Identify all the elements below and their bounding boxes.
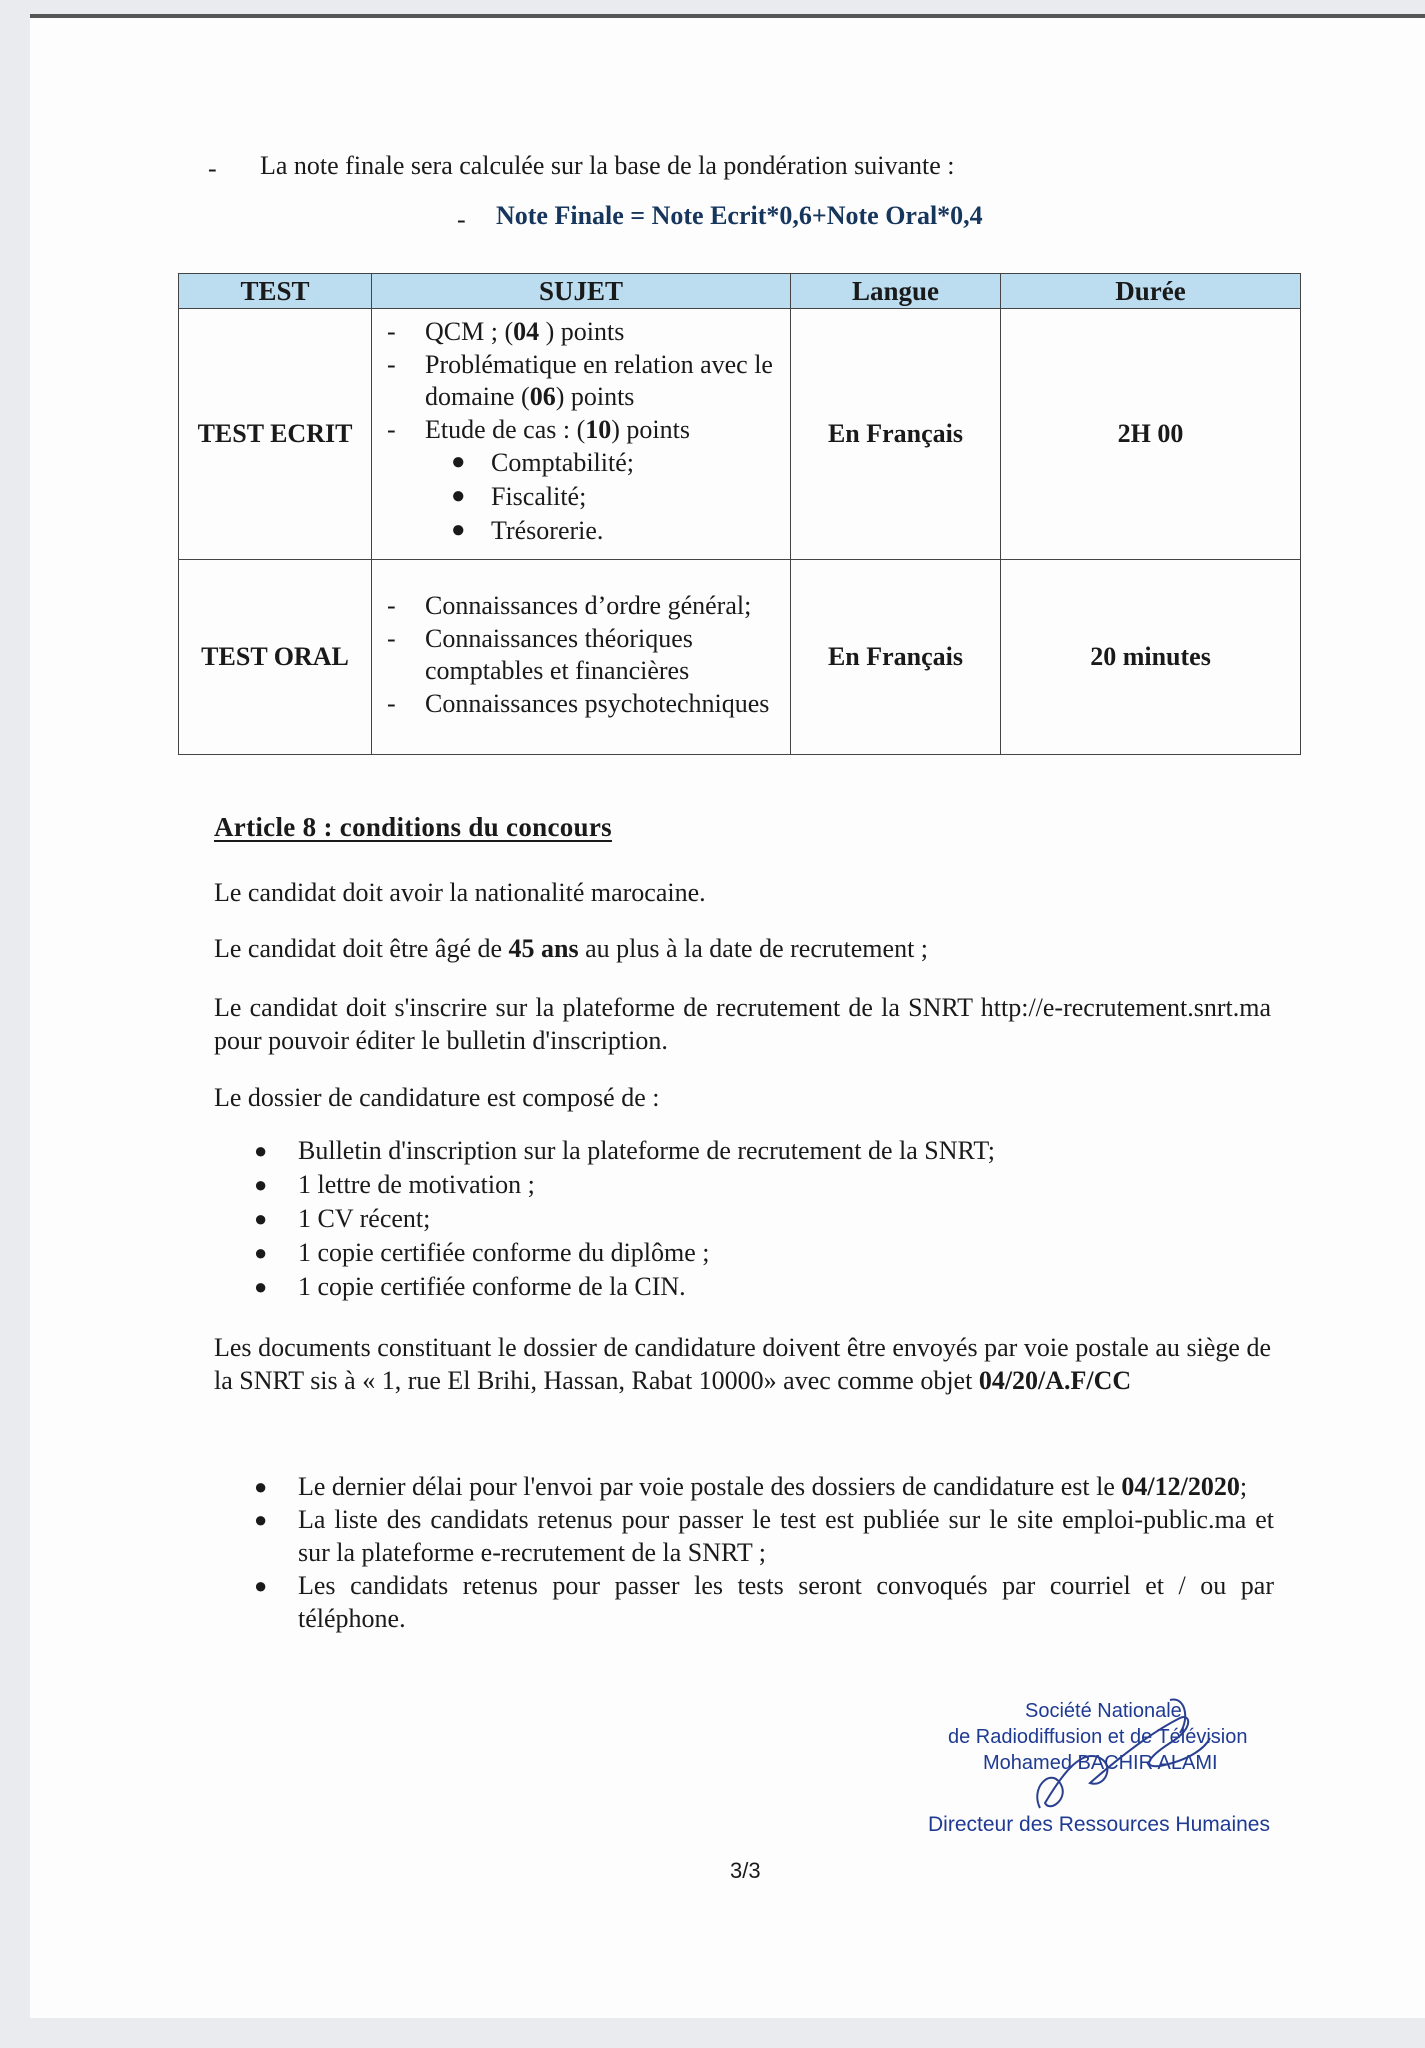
paragraph-age: Le candidat doit être âgé de 45 ans au plus à la date de recrutement ; (214, 934, 929, 963)
row-ecrit-duree: 2H 00 (1001, 309, 1301, 560)
sujet-item: - Etude de cas : (10) points ● Comptabilité; ● Fiscalité; ● Trésorerie. (381, 414, 785, 549)
sub-item: ● Trésorerie. (451, 516, 604, 545)
row-oral-duree: 20 minutes (1001, 560, 1301, 755)
formula-text: Note Finale = Note Ecrit*0,6+Note Oral*0,4 (496, 201, 983, 230)
document-page (30, 14, 1425, 2018)
row-oral-test: TEST ORAL (179, 560, 372, 755)
formula-dash: - (457, 205, 466, 234)
list-item: ● Le dernier délai pour l'envoi par voie postale des dossiers de candidature est le 04/12/2020; (254, 1472, 1248, 1501)
table-row-oral (179, 560, 1301, 755)
stamp-line-1: Société Nationale (1025, 1700, 1182, 1722)
row-ecrit-test: TEST ECRIT (179, 309, 372, 560)
header-langue: Langue (791, 274, 1001, 309)
list-item: ● Les candidats retenus pour passer les tests seront convoqués par courriel et / ou par téléphone. (254, 1571, 1274, 1633)
row-ecrit-sujet (372, 309, 791, 560)
stamp-line-3: Mohamed BACHIR ALAMI (983, 1752, 1218, 1774)
paragraph-envoi: Les documents constituant le dossier de candidature doivent être envoyés par voie postale au siège de la SNRT sis à « 1, rue El Brihi, Hassan, Rabat 10000» avec comme objet 04/20/A.F/CC (214, 1333, 1271, 1395)
list-item: ● 1 CV récent; (254, 1204, 431, 1233)
header-sujet: SUJET (372, 274, 791, 309)
list-item: ● Bulletin d'inscription sur la plateforme de recrutement de la SNRT; (254, 1136, 995, 1165)
sub-item: ● Fiscalité; (451, 482, 587, 511)
dossier-list (214, 1134, 1274, 1304)
table-header-row (179, 274, 1301, 309)
intro-dash: - (208, 154, 217, 183)
sujet-item: - QCM ; (04 ) points (387, 317, 625, 346)
sub-item: ● Comptabilité; (451, 448, 634, 477)
signature-icon (1020, 1688, 1230, 1828)
stamp-title: Directeur des Ressources Humaines (928, 1813, 1270, 1836)
article-title: Article 8 : conditions du concours (214, 812, 612, 842)
row-oral-langue: En Français (791, 560, 1001, 755)
row-ecrit-langue: En Français (791, 309, 1001, 560)
paragraph-dossier-intro: Le dossier de candidature est composé de : (214, 1083, 660, 1112)
header-test: TEST (179, 274, 372, 309)
list-item: ● 1 lettre de motivation ; (254, 1170, 535, 1199)
page-number: 3/3 (730, 1858, 761, 1883)
header-duree: Durée (1001, 274, 1301, 309)
table-row-ecrit (179, 309, 1301, 560)
sujet-item: - Connaissances théoriques comptables et financières (387, 623, 693, 685)
row-oral-sujet (372, 560, 791, 755)
intro-text: La note finale sera calculée sur la base de la pondération suivante : (260, 151, 955, 180)
sujet-item: - Problématique en relation avec le domaine (06) points (387, 349, 773, 411)
evaluation-table (178, 273, 1301, 755)
list-item: ● 1 copie certifiée conforme de la CIN. (254, 1272, 686, 1301)
list-item: ● La liste des candidats retenus pour passer le test est publiée sur le site emploi-public.ma et sur la plateforme e-recrutement de la SNRT ; (254, 1505, 1274, 1567)
sujet-item: - Connaissances d’ordre général; (387, 591, 752, 620)
stamp-line-2: de Radiodiffusion et de Télévision (948, 1726, 1248, 1748)
sujet-item: - Connaissances psychotechniques (387, 688, 770, 718)
list-item: ● 1 copie certifiée conforme du diplôme ; (254, 1238, 710, 1267)
info-list (214, 1470, 1274, 1635)
paragraph-nationality: Le candidat doit avoir la nationalité marocaine. (214, 878, 706, 907)
paragraph-inscription: Le candidat doit s'inscrire sur la plateforme de recrutement de la SNRT http://e-recrutement.snrt.ma pour pouvoir éditer le bulletin d'inscription. (214, 993, 1271, 1055)
